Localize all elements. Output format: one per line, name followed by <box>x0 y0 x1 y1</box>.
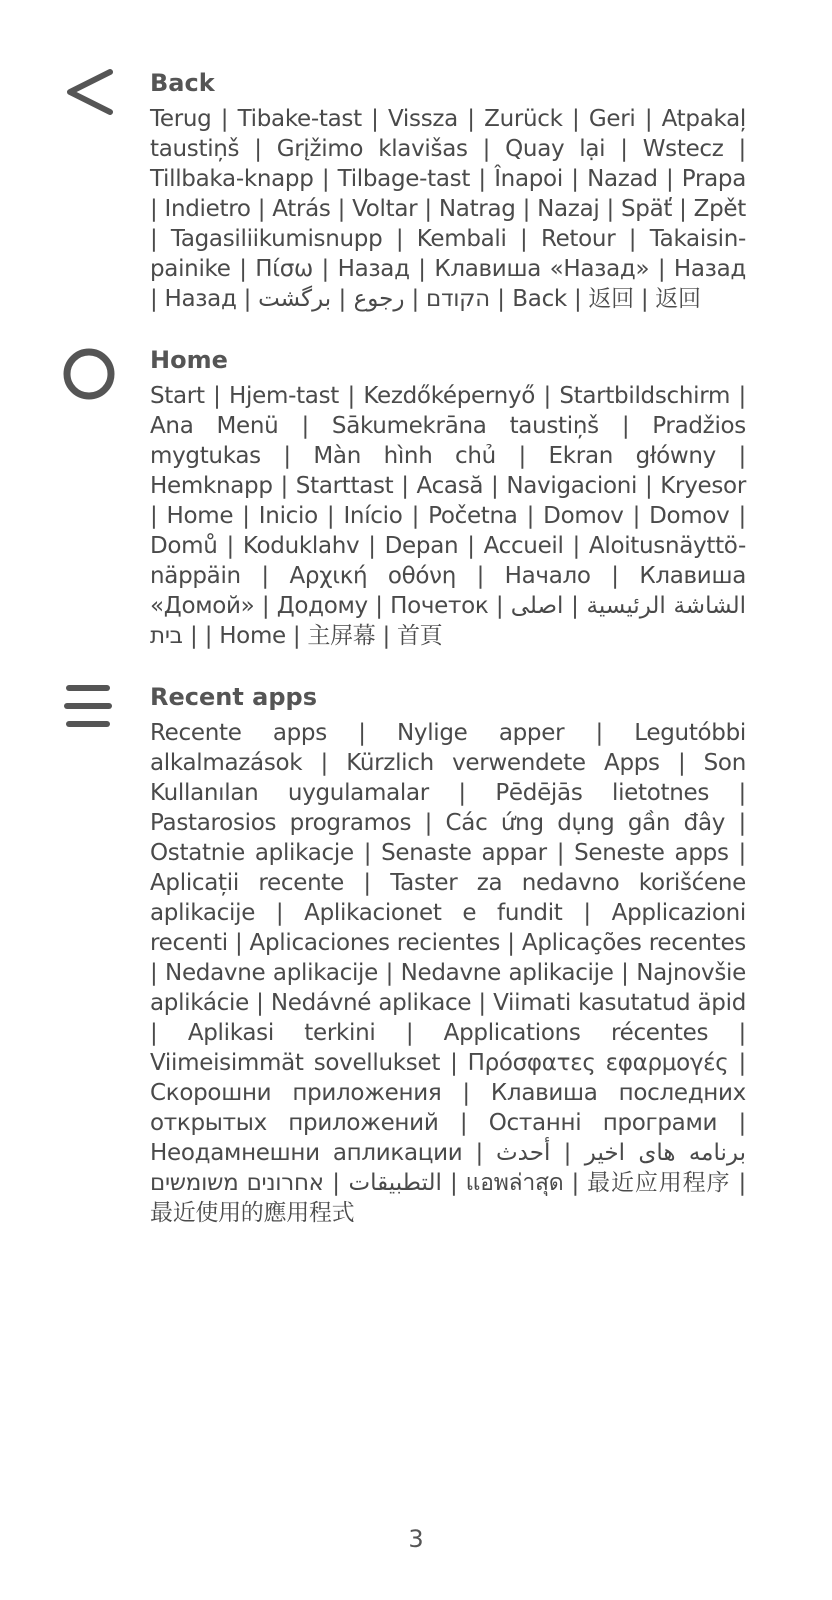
menu-lines-icon <box>62 682 114 736</box>
back-chevron-icon <box>62 68 114 122</box>
home-title: Home <box>150 346 228 374</box>
home-circle-icon <box>62 347 116 405</box>
page-number: 3 <box>408 1525 424 1553</box>
back-translations: Terug | Tibake-tast | Vissza | Zurück | Geri | Atpakaļ taustiņš | Grįžimo klavišas | Quay lại | Wstecz | Tillbaka-knapp | Tilbage-tast | Înapoi | Nazad | Prapa | Indietro | Atrás | Voltar | Natrag | Nazaj | Späť | Zpět | Tagasiliikumisnupp | Kembali | Retour | Takaisin-painike | Πίσω | Назад | Клавиша «Назад» | Назад | Назад | הקודם | رجوع | برگشت | Back | 返回 | 返回 <box>150 106 746 312</box>
back-title: Back <box>150 69 215 97</box>
recent-apps-translations: Recente apps | Nylige apper | Legutóbbi alkalmazások | Kürzlich verwendete Apps | Son Kullanılan uygulamalar | Pēdējās lietotnes | Pastarosios programos | Các ứng dụng gần đây | Ostatnie aplikacje | Senaste appar | Seneste apps | Aplicații recente | Taster za nedavno korišćene aplikacije | Aplikacionet e fundit | Applicazioni recenti | Aplicaciones recientes | Aplicações recentes | Nedavne aplikacije | Nedavne aplikacije | Najnovšie aplikácie | Nedávné aplikace | Viimati kasutatud äpid | Aplikasi terkini | Applications récentes | Viimeisimmät sovellukset | Πρόσφατες εφαρμογές | Скорошни приложения | Клавиша последних открытых приложений | Останні програми | Неодамнешни апликации | برنامه های اخیر | أحدث التطبيقات | אחרונים משומשים | แอพล่าสุด | 最近应用程序 | 最近使用的應用程式 <box>150 720 746 1226</box>
recent-apps-title: Recent apps <box>150 683 318 711</box>
home-translations: Start | Hjem-tast | Kezdőképernyő | Startbildschirm | Ana Menü | Sākumekrāna taustiņš | Pradžios mygtukas | Màn hình chủ | Ekran główny | Hemknapp | Starttast | Acasă | Navigacioni | Kryesor | Home | Inicio | Início | Početna | Domov | Domov | Domů | Koduklahv | Depan | Accueil | Aloitusnäyttö-näppäin | Αρχική οθόνη | Начало | Клавиша «Домой» | Додому | Почеток | الشاشة الرئيسية | اصلی | בית | Home | 主屏幕 | 首頁 <box>150 383 746 649</box>
